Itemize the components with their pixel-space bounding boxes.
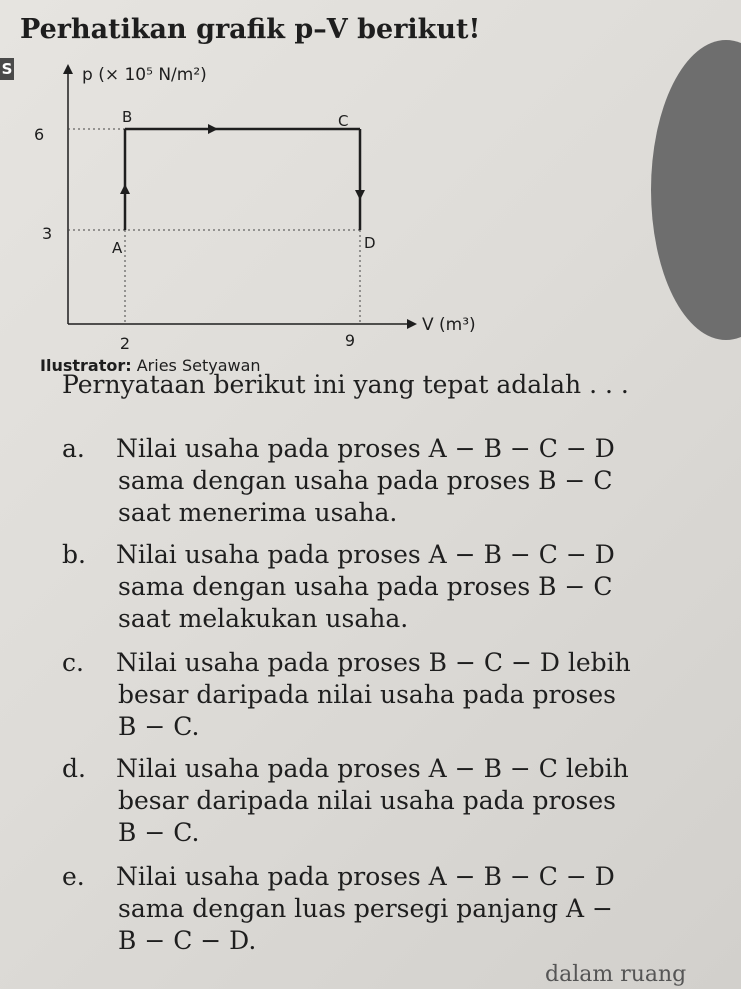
x-axis-label: V (m³) (422, 315, 476, 335)
option-c-line-3: B − C. (118, 712, 200, 741)
x-tick-2: 2 (119, 334, 131, 352)
y-axis-label: p (× 10⁵ N/m²) (82, 65, 207, 85)
option-e[interactable] (62, 862, 615, 891)
option-e-line-1: Nilai usaha pada proses A − B − C − D (116, 862, 615, 891)
point-label-a: A (112, 239, 123, 257)
option-d-letter: d. (62, 754, 86, 783)
option-c[interactable] (62, 648, 631, 677)
y-tick-3: 3 (42, 224, 53, 243)
option-e-letter: e. (62, 862, 85, 891)
option-b[interactable] (62, 540, 615, 569)
option-a-letter: a. (62, 434, 85, 463)
question-text: Pernyataan berikut ini yang tepat adalah . . . (62, 370, 629, 399)
footer-text: dalam ruang (545, 962, 687, 987)
arrow-b-c-icon (208, 124, 218, 134)
problem-title: Perhatikan grafik p–V berikut! (20, 14, 481, 45)
point-label-d: D (364, 234, 376, 252)
option-b-line-1: Nilai usaha pada proses A − B − C − D (116, 540, 615, 569)
option-a-line-1: Nilai usaha pada proses A − B − C − D (116, 434, 615, 463)
option-c-letter: c. (62, 648, 84, 677)
option-d-line-2: besar daripada nilai usaha pada proses (118, 786, 616, 815)
arrow-c-d-icon (355, 190, 365, 200)
point-label-c: C (338, 112, 349, 130)
option-a[interactable] (62, 434, 615, 463)
illustrator-label: Ilustrator: (40, 356, 132, 375)
option-b-line-2: sama dengan usaha pada proses B − C (118, 572, 613, 601)
option-b-line-3: saat melakukan usaha. (118, 604, 409, 633)
y-tick-6: 6 (34, 125, 45, 144)
option-e-line-3: B − C − D. (118, 926, 257, 955)
option-a-line-2: sama dengan usaha pada proses B − C (118, 466, 613, 495)
option-b-letter: b. (62, 540, 86, 569)
option-d-line-1: Nilai usaha pada proses A − B − C lebih (116, 754, 629, 783)
pv-graph (20, 52, 500, 352)
section-badge: S (1, 60, 13, 78)
option-c-line-2: besar daripada nilai usaha pada proses (118, 680, 616, 709)
point-label-b: B (122, 108, 133, 126)
arrow-a-b-icon (120, 184, 130, 194)
x-tick-9: 9 (344, 331, 356, 350)
option-c-line-1: Nilai usaha pada proses B − C − D lebih (116, 648, 631, 677)
option-a-line-3: saat menerima usaha. (118, 498, 398, 527)
option-e-line-2: sama dengan luas persegi panjang A − (118, 894, 613, 923)
option-d[interactable] (62, 754, 629, 783)
illustrator-name: Aries Setyawan (136, 356, 261, 375)
option-d-line-3: B − C. (118, 818, 200, 847)
